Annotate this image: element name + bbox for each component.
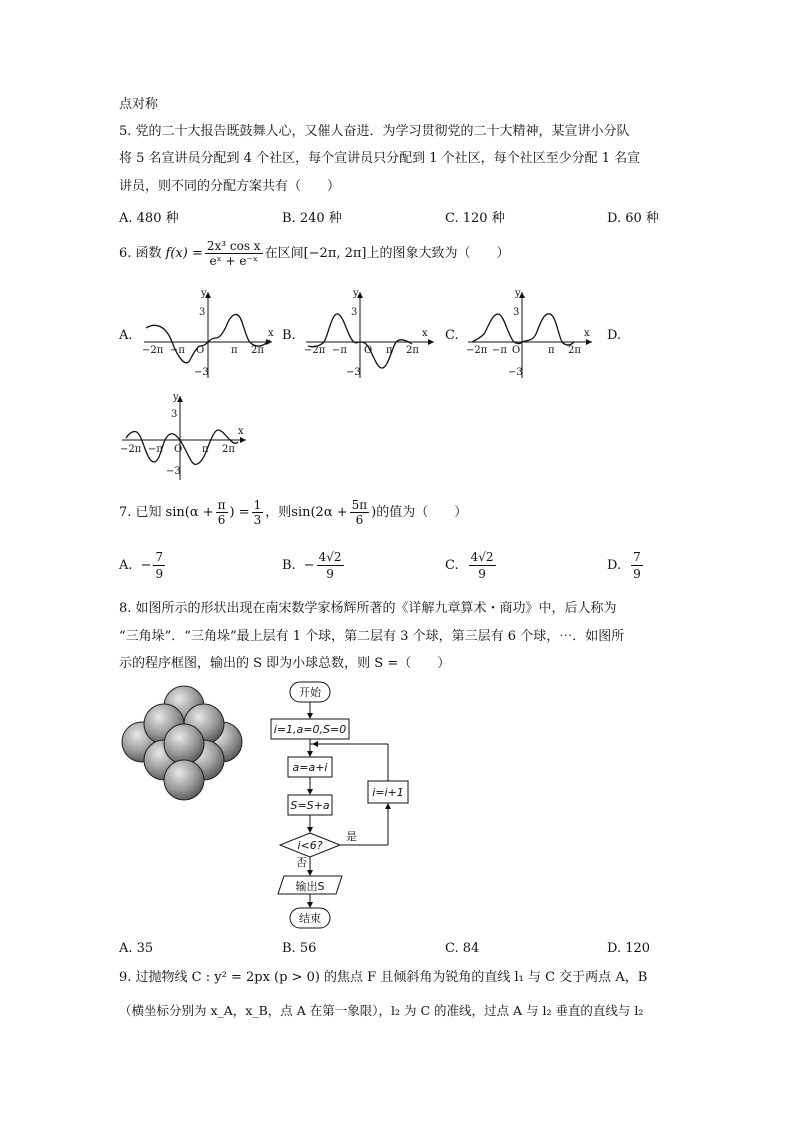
svg-text:−π: −π [332, 345, 347, 356]
arrow-icon [307, 870, 313, 876]
q7-mid: ，则 [265, 504, 292, 520]
q8-line3: 示的程序框图，输出的 S 即为小球总数，则 S =（ ） [119, 656, 451, 671]
label-top: 3 [199, 307, 206, 318]
q6-option-b[interactable]: B. [282, 328, 296, 343]
q5-option-c[interactable]: C. 120 种 [445, 211, 505, 226]
svg-text:x: x [584, 328, 590, 339]
svg-text:i=1,a=0,S=0: i=1,a=0,S=0 [273, 723, 347, 736]
triangular-ball-pile [118, 684, 248, 802]
arrow-icon [385, 803, 391, 809]
q8-line2: “三角垛”．“三角垛”最上层有 1 个球，第二层有 3 个球，第三层有 6 个球，⋯．如图所 [119, 629, 625, 644]
svg-text:3: 3 [351, 307, 358, 318]
label-2pi: 2π [251, 345, 264, 356]
svg-text:x: x [238, 426, 244, 437]
svg-text:−3: −3 [166, 466, 181, 477]
svg-text:π: π [202, 444, 209, 455]
q9-line2: （横坐标分别为 x_A，x_B，点 A 在第一象限），l₂ 为 C 的准线，过点 A 与 l₂ 垂直的直线与 l₂ [119, 1003, 644, 1018]
q6-graph-b [300, 288, 440, 380]
q6-fraction [205, 240, 263, 267]
svg-text:O: O [512, 345, 521, 356]
q6-denominator: eˣ + e⁻ˣ [209, 253, 258, 268]
q5-option-b[interactable]: B. 240 种 [282, 211, 342, 226]
q7-given-rhs: $\frac{1}{3}$ [253, 497, 262, 527]
arrow-icon [312, 741, 318, 747]
q5-line2: 将 5 名宣讲员分配到 4 个社区，每个宣讲员只分配到 1 个社区，每个社区至少分配 1 名宣 [119, 151, 641, 166]
svg-text:π: π [548, 345, 555, 356]
svg-text:2π: 2π [406, 345, 419, 356]
svg-text:−3: −3 [346, 367, 361, 378]
q7-option-c[interactable]: C. $\frac{4√2}{9}$ [445, 549, 494, 581]
ball [164, 760, 204, 800]
svg-text:i=i+1: i=i+1 [372, 786, 404, 799]
q8-option-c[interactable]: C. 84 [445, 941, 480, 956]
q7-option-a[interactable]: A. − $\frac{7}{9}$ [119, 549, 164, 581]
q7-suffix: 的值为（ ） [376, 504, 468, 520]
q6-prefix: 6. 函数 [119, 245, 162, 261]
q5-line3: 讲员，则不同的分配方案共有（ ） [119, 179, 341, 194]
svg-text:3: 3 [513, 307, 520, 318]
q6-graph-d [118, 392, 258, 482]
svg-text:S=S+a: S=S+a [290, 799, 330, 812]
q5-line1: 5. 党的二十大报告既鼓舞人心，又催人奋进．为学习贯彻党的二十大精神，某宣讲小分队 [119, 124, 630, 139]
svg-text:输出S: 输出S [295, 880, 325, 893]
ball [164, 724, 204, 764]
svg-text:否: 否 [296, 856, 307, 869]
svg-text:−2π: −2π [120, 444, 142, 455]
q7-given-lhs: sin(α + [165, 504, 214, 520]
svg-text:−π: −π [492, 345, 507, 356]
q7-stem: 7. 已知 sin(α + $\frac{\pi}{6}$ ) = $\frac{1}{3}$ ，则 sin(2α + $\frac{5\pi}{6}$ ) 的值为（ ） [119, 497, 468, 527]
q8-line1: 8. 如图所示的形状出现在南宋数学家杨辉所著的《详解九章算术・商功》中，后人称为 [119, 601, 617, 616]
flowchart [268, 680, 418, 935]
y-label: y [201, 288, 207, 299]
label-negpi: −π [170, 345, 185, 356]
curve [472, 314, 574, 345]
svg-text:O: O [364, 345, 373, 356]
arrow-icon [307, 902, 313, 908]
q6-graph-c [462, 288, 602, 380]
svg-text:y: y [353, 288, 359, 299]
svg-text:a=a+i: a=a+i [292, 761, 328, 774]
q6-func: f(x) = [165, 245, 203, 261]
svg-text:π: π [386, 345, 393, 356]
arrow-icon [307, 713, 313, 719]
svg-text:i<6?: i<6? [297, 839, 323, 852]
label-neg2pi: −2π [142, 345, 164, 356]
arrow-icon [307, 827, 313, 833]
label-pi: π [231, 345, 238, 356]
x-arrow-icon [240, 437, 246, 443]
q7-target-lhs: sin(2α + [291, 504, 348, 520]
x-label: x [268, 328, 274, 339]
q6-numerator: 2x³ cos x [206, 238, 261, 253]
label-origin: O [196, 345, 205, 356]
svg-text:−2π: −2π [304, 345, 326, 356]
svg-text:y: y [515, 288, 521, 299]
svg-text:−2π: −2π [466, 345, 488, 356]
q6-graph-a [138, 288, 278, 380]
svg-text:y: y [173, 392, 179, 403]
svg-text:是: 是 [346, 830, 357, 843]
q8-option-a[interactable]: A. 35 [119, 941, 154, 956]
q8-option-b[interactable]: B. 56 [282, 941, 317, 956]
q5-option-d[interactable]: D. 60 种 [607, 211, 659, 226]
top-line: 点对称 [119, 97, 159, 112]
q7-given-fraction: $\frac{\pi}{6}$ [217, 497, 226, 527]
svg-text:2π: 2π [568, 345, 581, 356]
svg-text:−π: −π [148, 444, 163, 455]
svg-text:3: 3 [171, 409, 178, 420]
q9-line1: 9. 过抛物线 C : y² = 2px (p > 0) 的焦点 F 且倾斜角为锐角的直线 l₁ 与 C 交于两点 A，B [119, 970, 648, 985]
q6-stem [119, 236, 510, 270]
arrow-icon [307, 789, 313, 795]
svg-text:开始: 开始 [299, 686, 321, 699]
svg-text:x: x [422, 328, 428, 339]
arrow-icon [307, 751, 313, 757]
q7-option-d[interactable]: D. $\frac{7}{9}$ [607, 549, 641, 581]
q6-option-c[interactable]: C. [445, 328, 459, 343]
label-bottom: −3 [194, 367, 209, 378]
q6-option-a[interactable]: A. [119, 328, 133, 343]
q8-option-d[interactable]: D. 120 [607, 941, 651, 956]
q7-option-b[interactable]: B. − $\frac{4√2}{9}$ [282, 549, 342, 581]
x-arrow-icon [428, 339, 434, 345]
q5-option-a[interactable]: A. 480 种 [119, 211, 179, 226]
svg-text:2π: 2π [222, 444, 235, 455]
q7-prefix: 7. 已知 [119, 504, 162, 520]
svg-text:−3: −3 [508, 367, 523, 378]
q6-suffix: 在区间[−2π, 2π]上的图象大致为（ ） [264, 245, 510, 261]
q7-target-fraction: $\frac{5\pi}{6}$ [351, 497, 368, 527]
svg-text:结束: 结束 [299, 912, 321, 925]
q6-option-d[interactable]: D. [607, 328, 622, 343]
x-arrow-icon [586, 339, 592, 345]
svg-text:O: O [174, 444, 183, 455]
